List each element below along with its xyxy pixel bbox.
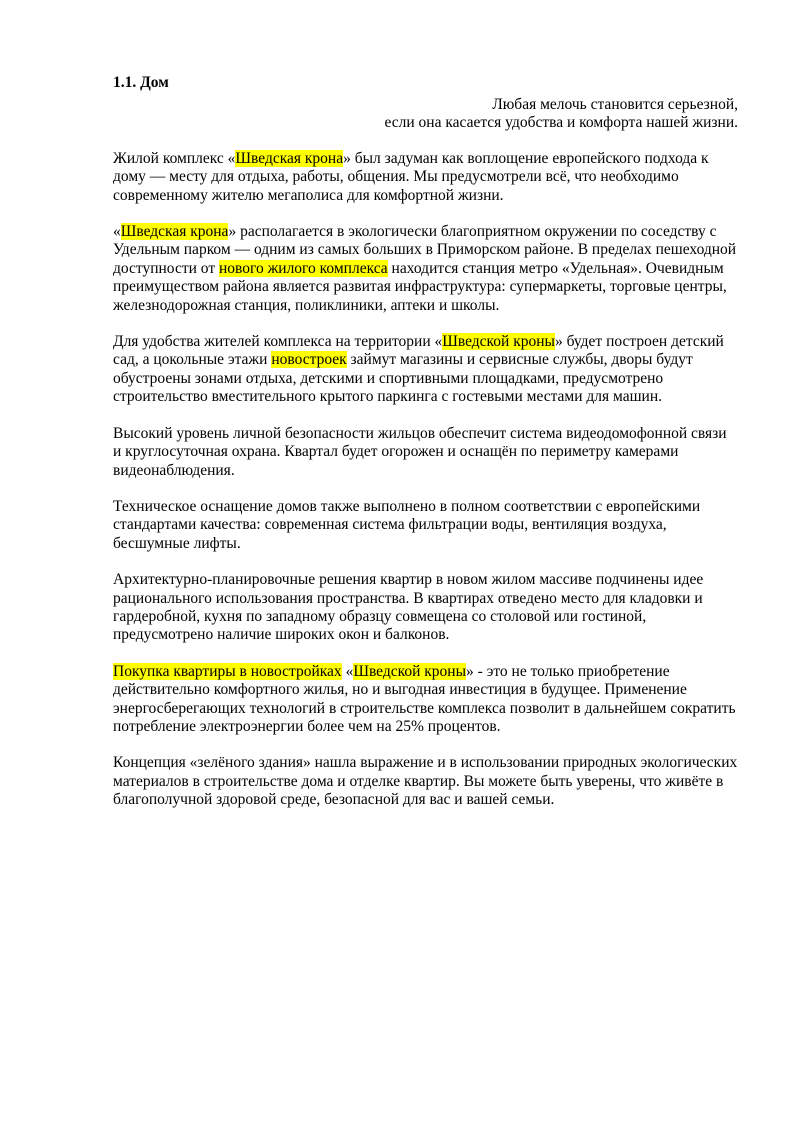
highlighted-text: Шведская крона xyxy=(235,149,344,167)
highlighted-text: Шведской кроны xyxy=(442,333,555,351)
highlighted-text: Шведская крона xyxy=(120,223,229,241)
paragraph-text: « xyxy=(341,662,354,680)
highlighted-text: Шведской кроны xyxy=(353,662,467,680)
paragraph-text: находится станция метро «Удельная». Очевидным преимуществом района является развитая инфраструктура: супермаркеты, торговые центры, железнодорожная станция, поликлиники, аптеки и школы. xyxy=(113,259,727,314)
epigraph-line: если она касается удобства и комфорта нашей жизни. xyxy=(384,114,738,132)
paragraph xyxy=(113,498,738,553)
document-page xyxy=(113,74,738,810)
body-text xyxy=(113,150,738,810)
paragraph-text: » - это не только приобретение действительно комфортного жилья, но и выгодная инвестиция в будущее. Применение энергосберегающих технологий в строительстве комплекса позволит в дальнейшем сократить потребление электроэнергии более чем на 25% процентов. xyxy=(113,662,736,735)
paragraph-text: займут магазины и сервисные службы, дворы будут обустроены зонами отдыха, детскими и спортивными площадками, предусмотрено строительство вместительного крытого паркинга с гостевыми местами для машин. xyxy=(113,351,693,406)
paragraph xyxy=(113,333,738,407)
paragraph-text: Жилой комплекс « xyxy=(113,149,236,167)
paragraph-text: Архитектурно-планировочные решения квартир в новом жилом массиве подчинены идее рационального использования пространства. В квартирах отведено место для кладовки и гардеробной, кухня по западному образцу совмещена со столовой или гостиной, предусмотрено наличие широких окон и балконов. xyxy=(113,571,704,644)
paragraph xyxy=(113,425,738,480)
paragraph-text: Техническое оснащение домов также выполнено в полном соответствии с европейскими стандартами качества: современная система фильтрации воды, вентиляция воздуха, бесшумные лифты. xyxy=(113,497,701,552)
epigraph xyxy=(113,96,738,133)
paragraph-text: » был задуман как воплощение европейского подхода к дому — месту для отдыха, работы, общения. Мы предусмотрели всё, что необходимо современному жителю мегаполиса для комфортной жизни. xyxy=(113,149,709,204)
paragraph xyxy=(113,571,738,645)
highlighted-text: нового жилого комплекса xyxy=(218,259,388,277)
paragraph-text: Для удобства жителей комплекса на территории « xyxy=(113,333,443,351)
paragraph-text: Концепция «зелёного здания» нашла выражение и в использовании природных экологических материалов в строительстве дома и отделке квартир. Вы можете быть уверены, что живёте в благополучной здоровой среде, безопасной для вас и вашей семьи. xyxy=(113,754,738,809)
paragraph-text: » располагается в экологически благоприятном окружении по соседству с Удельным парком — одним из самых больших в Приморском районе. В пределах пешеходной доступности от xyxy=(113,223,737,277)
highlighted-text: новостроек xyxy=(271,351,347,369)
paragraph-text: « xyxy=(113,223,121,241)
paragraph xyxy=(113,223,738,315)
paragraph xyxy=(113,150,738,205)
highlighted-text: Покупка квартиры в новостройках xyxy=(113,662,342,680)
section-heading: 1.1. Дом xyxy=(113,74,169,91)
paragraph xyxy=(113,663,738,737)
paragraph-text: Высокий уровень личной безопасности жильцов обеспечит система видеодомофонной связи и круглосуточная охрана. Квартал будет огорожен и оснащён по периметру камерами видеонаблюдения. xyxy=(113,424,727,479)
epigraph-line: Любая мелочь становится серьезной, xyxy=(492,96,738,113)
paragraph xyxy=(113,754,738,809)
paragraph-text: » будет построен детский сад, а цокольные этажи xyxy=(113,333,724,369)
